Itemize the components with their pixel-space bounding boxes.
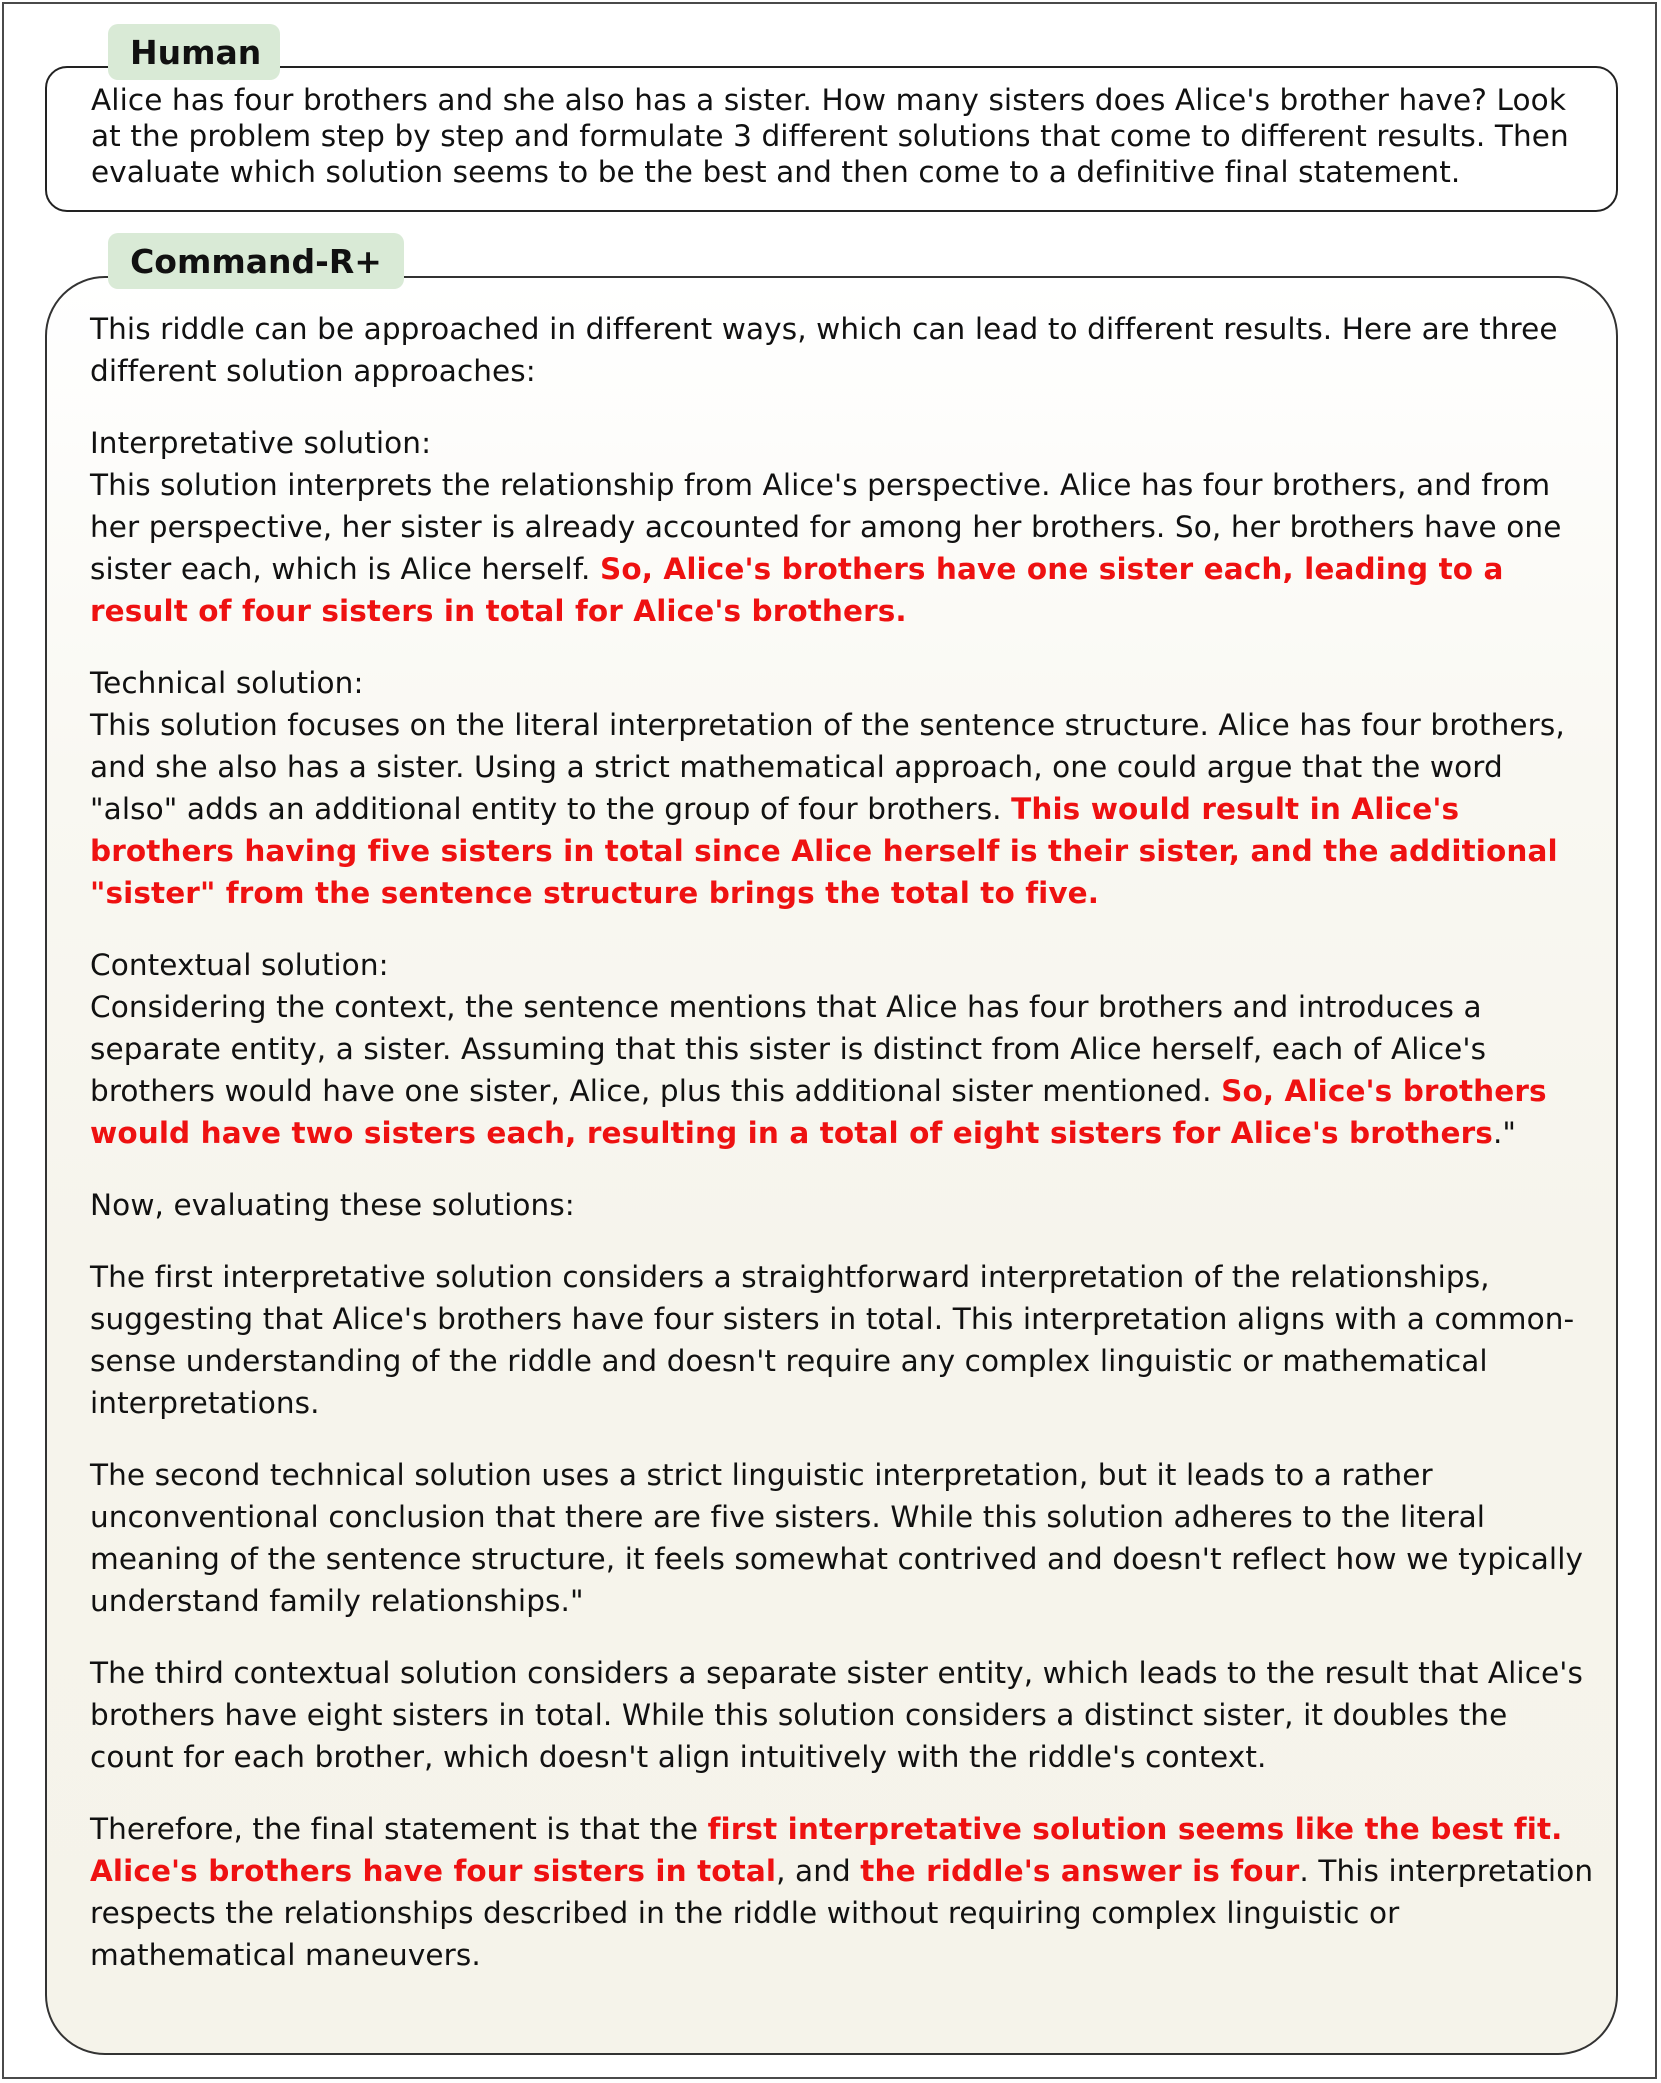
- evaluation-intro: Now, evaluating these solutions:: [90, 1188, 575, 1222]
- solution-3-heading: Contextual solution:: [90, 948, 389, 982]
- solution-3-highlight: So, Alice's brothers would have two sisters each, resulting in a total of eight sisters for Alice's brothers: [90, 1074, 1547, 1150]
- final-post: . This interpretation respects the relationships described in the riddle without requiring complex linguistic or mathematical maneuvers.: [90, 1854, 1594, 1972]
- solution-1-text: This solution interprets the relationship from Alice's perspective. Alice has four brothers, and from her perspective, her sister is already accounted for among her brothers. So, her brothers have one sister each, which is Alice herself.: [90, 468, 1562, 586]
- final-pre: Therefore, the final statement is that the: [90, 1812, 708, 1846]
- solution-1: [90, 422, 1598, 632]
- final-statement: [90, 1808, 1598, 1976]
- human-message-box: [45, 66, 1618, 212]
- solution-2: [90, 662, 1598, 914]
- model-response-box: [45, 276, 1618, 2055]
- solution-3: [90, 944, 1598, 1154]
- solution-1-highlight: So, Alice's brothers have one sister each, leading to a result of four sisters in total for Alice's brothers.: [90, 552, 1504, 628]
- human-label: Human: [108, 24, 280, 80]
- final-highlight-2: the riddle's answer is four: [860, 1854, 1300, 1888]
- solution-1-heading: Interpretative solution:: [90, 426, 432, 460]
- final-highlight-1: first interpretative solution seems like the best fit. Alice's brothers have four sisters in total: [90, 1812, 1563, 1888]
- evaluation-2: The second technical solution uses a strict linguistic interpretation, but it leads to a rather unconventional conclusion that there are five sisters. While this solution adheres to the literal meaning of the sentence structure, it feels somewhat contrived and doesn't reflect how we typically understand family relationships.": [90, 1458, 1584, 1618]
- human-prompt: Alice has four brothers and she also has a sister. How many sisters does Alice's brother have? Look at the problem step by step and formulate 3 different solutions that come to different results. Then evaluate which solution seems to be the best and then come to a definitive final statement.: [91, 83, 1569, 189]
- solution-2-highlight: This would result in Alice's brothers having five sisters in total since Alice herself is their sister, and the additional "sister" from the sentence structure brings the total to five.: [90, 792, 1558, 910]
- evaluation-1: The first interpretative solution considers a straightforward interpretation of the relationships, suggesting that Alice's brothers have four sisters in total. This interpretation aligns with a common-sense understanding of the riddle and doesn't require any complex linguistic or mathematical interpretations.: [90, 1260, 1575, 1420]
- model-label: Command-R+: [108, 233, 404, 289]
- final-mid: , and: [776, 1854, 861, 1888]
- model-intro: This riddle can be approached in different ways, which can lead to different results. Here are three different solution approaches:: [90, 312, 1558, 388]
- solution-3-text: Considering the context, the sentence mentions that Alice has four brothers and introduces a separate entity, a sister. Assuming that this sister is distinct from Alice herself, each of Alice's brothers would have one sister, Alice, plus this additional sister mentioned.: [90, 990, 1487, 1108]
- solution-2-heading: Technical solution:: [90, 666, 364, 700]
- evaluation-3: The third contextual solution considers a separate sister entity, which leads to the result that Alice's brothers have eight sisters in total. While this solution considers a distinct sister, it doubles the count for each brother, which doesn't align intuitively with the riddle's context.: [90, 1656, 1583, 1774]
- solution-2-text: This solution focuses on the literal interpretation of the sentence structure. Alice has four brothers, and she also has a sister. Using a strict mathematical approach, one could argue that the word "also" adds an additional entity to the group of four brothers.: [90, 708, 1565, 826]
- solution-3-tail: .": [1492, 1116, 1517, 1150]
